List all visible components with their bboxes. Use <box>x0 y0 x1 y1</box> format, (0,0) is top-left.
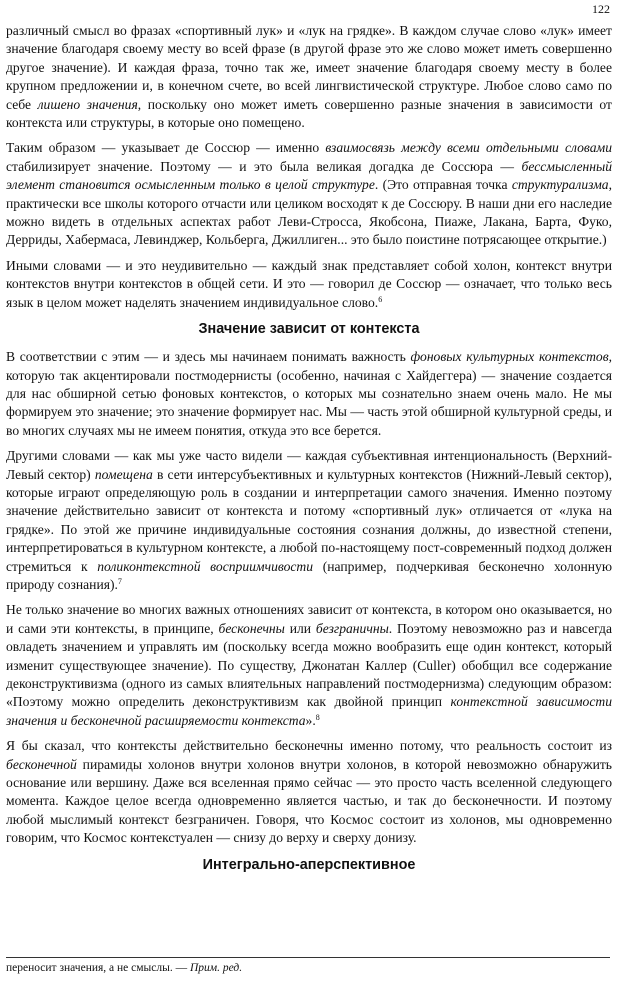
text-run: В соответствии с этим — и здесь мы начинаем понимать важность <box>6 349 411 365</box>
paragraph <box>6 139 612 249</box>
section-heading: Интегрально-аперспективное <box>202 856 416 873</box>
text-run: Я бы сказал, что контексты действительно бесконечны именно потому, что реальность состоит из <box>6 738 612 754</box>
emphasis-text: взаимосвязь между всеми отдельными словами <box>325 140 612 156</box>
text-run: пирамиды холонов внутри холонов внутри холонов, в которой невозможно обнаружить основание или вершину. Даже вся вселенная прямо сейчас — это просто часть вселенной следующего момента. Каждое целое всегда одновременно является частью, и так до бесконечности. И поэтому любой мыслимый контекст безграничен. Говоря, что Космос состоит из холонов, мы одновременно говорим, что Космос контекстуален — снизу до верху и сверху донизу. <box>6 756 612 846</box>
paragraph <box>6 447 612 594</box>
text-run: , практически все школы которого отчасти или целиком восходят к де Соссюру. В наши дни его наследие можно видеть в отдельных аспектах работ Леви-Стросса, Якобсона, Пиаже, Лакана, Барта, Фуко, Дерриды, Хабермаса, Левинджер, Кольберга, Джиллиген... это было поистине потрясающее открытие.) <box>6 177 613 248</box>
text-run: , поскольку оно может иметь совершенно разные значения в зависимости от контекста или структуры, в которые оно помещено. <box>6 96 612 131</box>
emphasis-text: поликонтекстной восприимчивости <box>97 558 314 574</box>
paragraph <box>6 22 612 132</box>
emphasis-text: фоновых культурных контекстов <box>410 349 609 365</box>
emphasis-text: бесконечной <box>6 756 77 772</box>
emphasis-text: лишено значения <box>37 96 138 112</box>
emphasis-text: Прим. ред. <box>189 962 243 974</box>
text-run: или <box>284 620 316 636</box>
footnote-ref: 8 <box>315 712 320 722</box>
text-run: Не только значение во многих важных отношениях зависит от контекста, в котором оно оказывается, но и сами эти контексты, в принципе, <box>6 602 612 636</box>
text-run: ». <box>305 712 316 728</box>
page-number: 122 <box>592 2 610 16</box>
footnote <box>6 962 242 974</box>
footnote-divider <box>6 957 610 958</box>
text-run: . (Это отправная точка <box>374 177 512 193</box>
paragraph <box>6 601 612 730</box>
text-run: (например, подчеркивая бесконечно холонную природу сознания). <box>6 558 612 592</box>
paragraph <box>6 257 612 312</box>
text-run: . Поэтому невозможно раз и навсегда овладеть значением и управлять им (поскольку всегда можно вообразить еще один контекст, который изменит существующее значение). По существу, Джонатан Каллер (Culler) обобщил все содержание деконструктивизма (одного из самых влиятельных направлений постмодернизма) следующим образом: «Поэтому можно определить деконструктивизм как двойной принцип <box>6 620 613 710</box>
footnote-ref: 6 <box>378 294 383 304</box>
text-run: Другими словами — как мы уже часто видели — каждая субъективная интенциональность (Верхний-Левый сектор) <box>6 448 612 482</box>
text-run: Таким образом — указывает де Соссюр — именно <box>6 140 326 156</box>
body-text <box>6 22 612 884</box>
text-run: стабилизирует значение. Поэтому — и это была великая догадка де Соссюра — <box>6 158 522 174</box>
text-run: различный смысл во фразах «спортивный лук» и «лук на грядке». В каждом случае слово «лук» имеет значение благодаря своему месту во всей фразе (в другой фразе это же слово может иметь совершенно другое значение). И каждая фраза, точно так же, имеет значение благодаря своему месту в более крупном предложении и, в конечном счете, во всей лингвистической структуре. Любое слово само по себе <box>6 23 612 112</box>
emphasis-text: бесконечны <box>218 620 285 636</box>
section-heading: Значение зависит от контекста <box>198 321 420 338</box>
text-run: переносит значения, а не смыслы. — <box>6 962 190 974</box>
footnote-ref: 7 <box>117 576 122 586</box>
emphasis-text: бессмысленный элемент становится осмысленным только в целой структуре <box>6 158 612 193</box>
emphasis-text: контекстной зависимости значения и бесконечной расширяемости контекста <box>6 694 612 728</box>
paragraph <box>6 348 612 440</box>
text-run: , которую так акцентировали постмодернисты (особенно, начиная с Хайдеггера) — значение создается для нас обширной сетью фоновых контекстов, о которых мы сознательно знаем очень мало. Не мы формируем это значение; это значение формирует нас. Мы — часть этой обширной культурной среды, и во многих случаях мы не имеем понятия, откуда это все берется. <box>6 349 612 438</box>
emphasis-text: структурализма <box>511 177 609 193</box>
emphasis-text: помещена <box>94 466 153 482</box>
paragraph <box>6 737 612 847</box>
emphasis-text: безграничны <box>315 620 389 636</box>
text-run: Иными словами — и это неудивительно — каждый знак представляет собой холон, контекст внутри контекстов внутри контекстов в общей сети. И это — говорил де Соссюр — означает, что только весь язык в целом может наделять значением индивидуальное слово. <box>6 257 612 310</box>
text-run: в сети интерсубъективных и культурных контекстов (Нижний-Левый сектор), которые играют определяющую роль в создании и интерпретации самого значения. Именно поэтому значение действительно зависит от контекста и потому «спортивный лук» отличается от «лука на грядке». По этой же причине индивидуальные состояния сознания должны, до известной степени, интерпретироваться в культурном контексте, а любой по-настоящему пост-современный подход должен стремиться к <box>6 466 612 574</box>
